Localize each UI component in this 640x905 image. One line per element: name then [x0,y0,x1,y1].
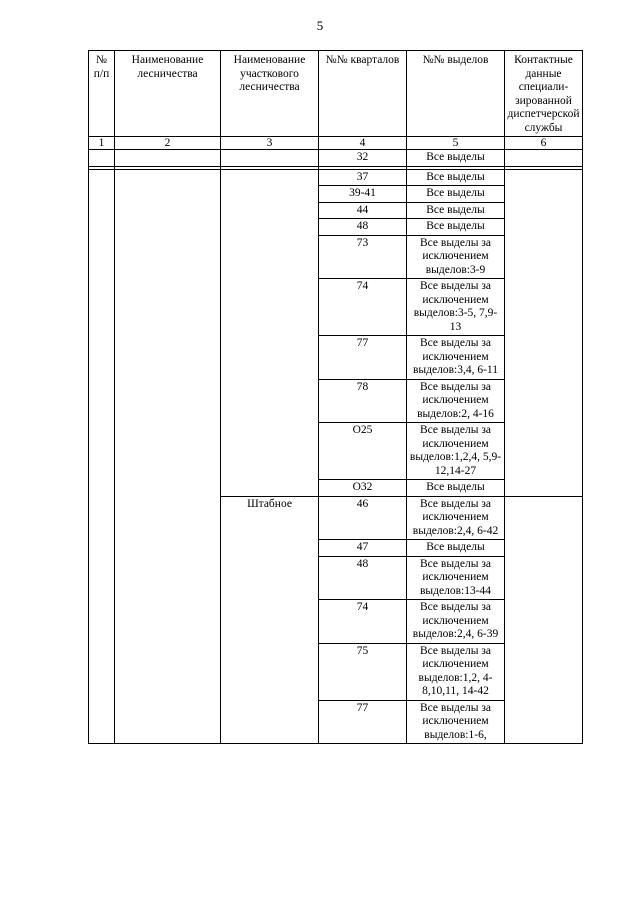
vydel-cell: Все выделы [407,219,505,236]
num-cell [89,169,115,744]
vydel-cell: Все выделы [407,169,505,186]
table-body [89,150,583,744]
header-num: № п/п [89,51,115,137]
kvartal-cell: О32 [319,480,407,497]
kvartal-cell: 47 [319,540,407,557]
contacts-cell [505,496,583,744]
vydel-cell: Все выделы за исключением выделов:2,4, 6-39 [407,600,505,644]
leshoz-cell [115,169,221,744]
contacts-cell [505,169,583,496]
column-number: 2 [115,137,221,150]
kvartal-cell: 39-41 [319,186,407,203]
vydel-cell: Все выделы [407,186,505,203]
column-number: 3 [221,137,319,150]
kvartal-cell: 73 [319,235,407,279]
kvartal-cell: 48 [319,556,407,600]
vydel-cell: Все выделы за исключением выделов:1,2,4, 5,9-12,14-27 [407,423,505,480]
table-row [89,150,583,167]
header-uch-leshoz: Наименование участкового лесничества [221,51,319,137]
column-number-row [89,137,583,150]
vydel-cell: Все выделы [407,540,505,557]
header-leshoz: Наименование лесничества [115,51,221,137]
table-row [89,169,583,186]
kvartal-cell: 75 [319,643,407,700]
kvartal-cell: О25 [319,423,407,480]
kvartal-cell: 44 [319,202,407,219]
forest-table [88,50,583,744]
vydel-cell: Все выделы [407,480,505,497]
uch-leshoz-cell: Штабное [221,496,319,744]
column-number: 6 [505,137,583,150]
header-vydel: №№ выделов [407,51,505,137]
kvartal-cell: 77 [319,336,407,380]
vydel-cell: Все выделы за исключением выделов:3-9 [407,235,505,279]
kvartal-cell: 74 [319,600,407,644]
kvartal-cell: 74 [319,279,407,336]
vydel-cell: Все выделы [407,150,505,167]
header-row [89,51,583,137]
uch-leshoz-cell [221,169,319,496]
vydel-cell: Все выделы за исключением выделов:3-5, 7,9-13 [407,279,505,336]
kvartal-cell: 46 [319,496,407,540]
kvartal-cell: 78 [319,379,407,423]
page-number: 5 [316,18,324,33]
column-number: 4 [319,137,407,150]
kvartal-cell: 37 [319,169,407,186]
vydel-cell: Все выделы за исключением выделов:2,4, 6-42 [407,496,505,540]
column-number: 5 [407,137,505,150]
kvartal-cell: 32 [319,150,407,167]
header-kvartal: №№ кварталов [319,51,407,137]
vydel-cell: Все выделы за исключением выделов:3,4, 6-11 [407,336,505,380]
kvartal-cell: 77 [319,700,407,744]
vydel-cell: Все выделы за исключением выделов:2, 4-16 [407,379,505,423]
header-contacts: Контактные данные специали-зированной диспетчерской службы [505,51,583,137]
vydel-cell: Все выделы за исключением выделов:1,2, 4-8,10,11, 14-42 [407,643,505,700]
kvartal-cell: 48 [319,219,407,236]
vydel-cell: Все выделы [407,202,505,219]
column-number: 1 [89,137,115,150]
vydel-cell: Все выделы за исключением выделов:13-44 [407,556,505,600]
vydel-cell: Все выделы за исключением выделов:1-6, [407,700,505,744]
